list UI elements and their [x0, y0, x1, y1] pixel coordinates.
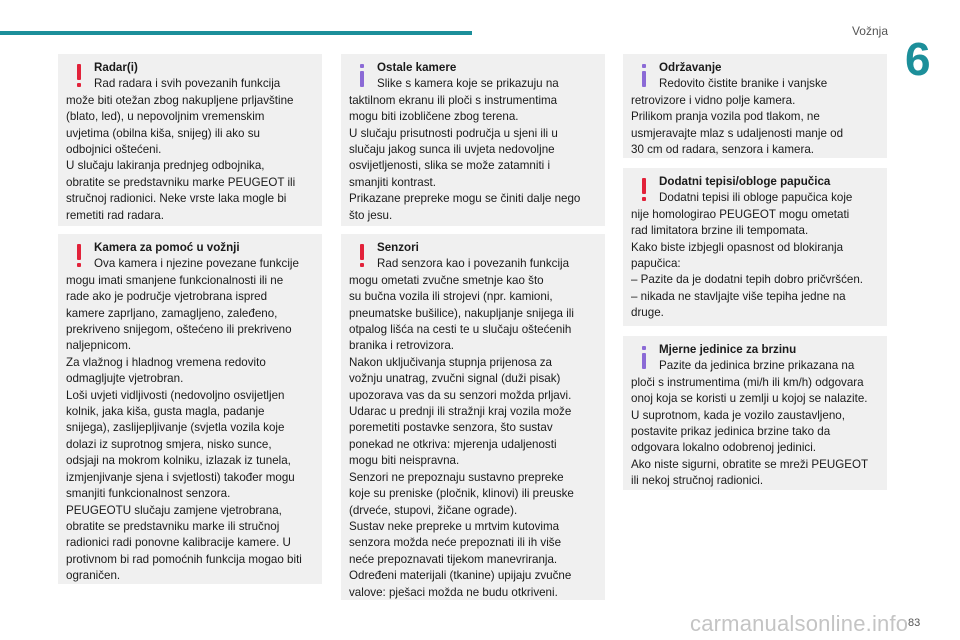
box-text: nije homologirao PEUGEOT mogu ometati rad limitatora brzine ili tempomata. Kako biste izbjegli opasnost od blokiranja papučica: – Pazite da je dodatni tepih dobro pričvršćen. – nikada ne stavljajte više tepiha jedne na druge.: [631, 207, 864, 320]
box-text-intro: Slike s kamera koje se prikazuju na: [377, 77, 559, 91]
box-text: taktilnom ekranu ili ploči s instrumentima mogu biti izobličene zbog terena. U slučaju prisutnosti područja u sjeni ili u slučaju jakog sunca ili uvjeta nedovoljne osvijetljenosti, slika se može zatamniti i smanjiti kontrast. Prikazane prepreke mogu se činiti dalje nego što jesu.: [349, 93, 581, 222]
box-title: Radar(i): [94, 61, 138, 74]
box-text: mogu ometati zvučne smetnje kao što su bučna vozila ili strojevi (npr. kamioni, pneumatske bušilice), nakupljanje snijega ili otpalog lišća na cesti te u slučaju oštećenih branika i retrovizora. Nakon uključivanja stupnja prijenosa za vožnju unatrag, zvučni signal (duži pisak) upozorava vas da su senzori možda prljavi. Udarac u prednji ili stražnji kraj vozila može poremetiti postavke senzora, što sustav ponekad ne otkriva: mjerenja udaljenosti mogu biti neispravna. Senzori ne prepoznaju sustavno prepreke koje su preniske (pločnik, klinovi) ili preuske (drveće, stupovi, žičane ograde). Sustav neke prepreke u mrtvim kutovima senzora možda neće prepoznati ili ih više neće prepoznavati tijekom manevriranja. Određeni materijali (tkanine) upijaju zvučne valove: pješaci možda ne budu otkriveni.: [349, 273, 574, 599]
box-title: Mjerne jedinice za brzinu: [659, 343, 797, 356]
warning-box-sensors: [341, 234, 605, 600]
watermark: carmanualsonline.info: [690, 611, 909, 636]
box-text: mogu imati smanjene funkcionalnosti ili ne rade ako je područje vjetrobrana ispred kamere zaprljano, zamagljeno, zaleđeno, prekriveno snijegom, oštećeno ili prekriveno naljepnicom. Za vlažnog i hladnog vremena redovito odmagljujte vjetrobran. Loši uvjeti vidljivosti (nedovoljno osvijetljen kolnik, jaka kiša, gusta magla, padanje snijega), zaslijepljivanje (svjetla vozila koje dolazi iz suprotnog smjera, nisko sunce, odsjaji na mokrom kolniku, izlazak iz tunela, izmjenjivanje sjena i svjetlosti) također mogu smanjiti funkcionalnost senzora. PEUGEOTU slučaju zamjene vjetrobrana, obratite se predstavniku marke ili stručnoj radionici radi ponovne kalibracije kamere. U protivnom bi rad pomoćnih funkcija mogao biti ograničen.: [66, 273, 302, 583]
info-box-other-cameras: [341, 54, 605, 226]
warning-box-radar: [58, 54, 322, 226]
box-title: Ostale kamere: [377, 61, 457, 74]
chapter-number: 6: [905, 33, 931, 85]
box-text-intro: Redovito čistite branike i vanjske: [659, 77, 828, 91]
box-title: Kamera za pomoć u vožnji: [94, 241, 240, 254]
box-text: ploči s instrumentima (mi/h ili km/h) odgovara onoj koja se koristi u zemlji u kojoj se nalazite. U suprotnom, kada je vozilo zaustavljeno, postavite prikaz jedinica brzine tako da odgovara lokalno odobrenoj jedinici. Ako niste sigurni, obratite se mreži PEUGEOT ili nekoj stručnoj radionici.: [631, 375, 869, 488]
box-title: Dodatni tepisi/obloge papučica: [659, 175, 831, 188]
header-accent-bar: [0, 31, 472, 35]
box-title: Održavanje: [659, 61, 722, 74]
box-title: Senzori: [377, 241, 419, 254]
warning-box-floor-mats: [623, 168, 887, 326]
info-box-maintenance: [623, 54, 887, 158]
box-text: može biti otežan zbog nakupljene prljavštine (blato, led), u nepovoljnim vremenskim uvjetima (obilna kiša, snijeg) ili ako su odbojnici oštećeni. U slučaju lakiranja prednjeg odbojnika, obratite se predstavniku marke PEUGEOT ili stručnoj radionici. Neke vrste laka mogle bi remetiti rad radara.: [66, 93, 296, 222]
info-box-speed-units: [623, 336, 887, 490]
page-number: 83: [908, 617, 921, 629]
section-name: Vožnja: [851, 24, 888, 38]
warning-box-camera: [58, 234, 322, 584]
box-text-intro: Rad senzora kao i povezanih funkcija: [377, 257, 570, 271]
box-text: retrovizore i vidno polje kamera. Prilikom pranja vozila pod tlakom, ne usmjeravajte mlaz s udaljenosti manje od 30 cm od radara, senzora i kamera.: [631, 93, 844, 157]
box-text-intro: Pazite da jedinica brzine prikazana na: [659, 359, 855, 373]
box-text-intro: Ova kamera i njezine povezane funkcije: [94, 257, 299, 271]
box-text-intro: Rad radara i svih povezanih funkcija: [94, 77, 281, 91]
box-text-intro: Dodatni tepisi ili obloge papučica koje: [659, 191, 853, 205]
